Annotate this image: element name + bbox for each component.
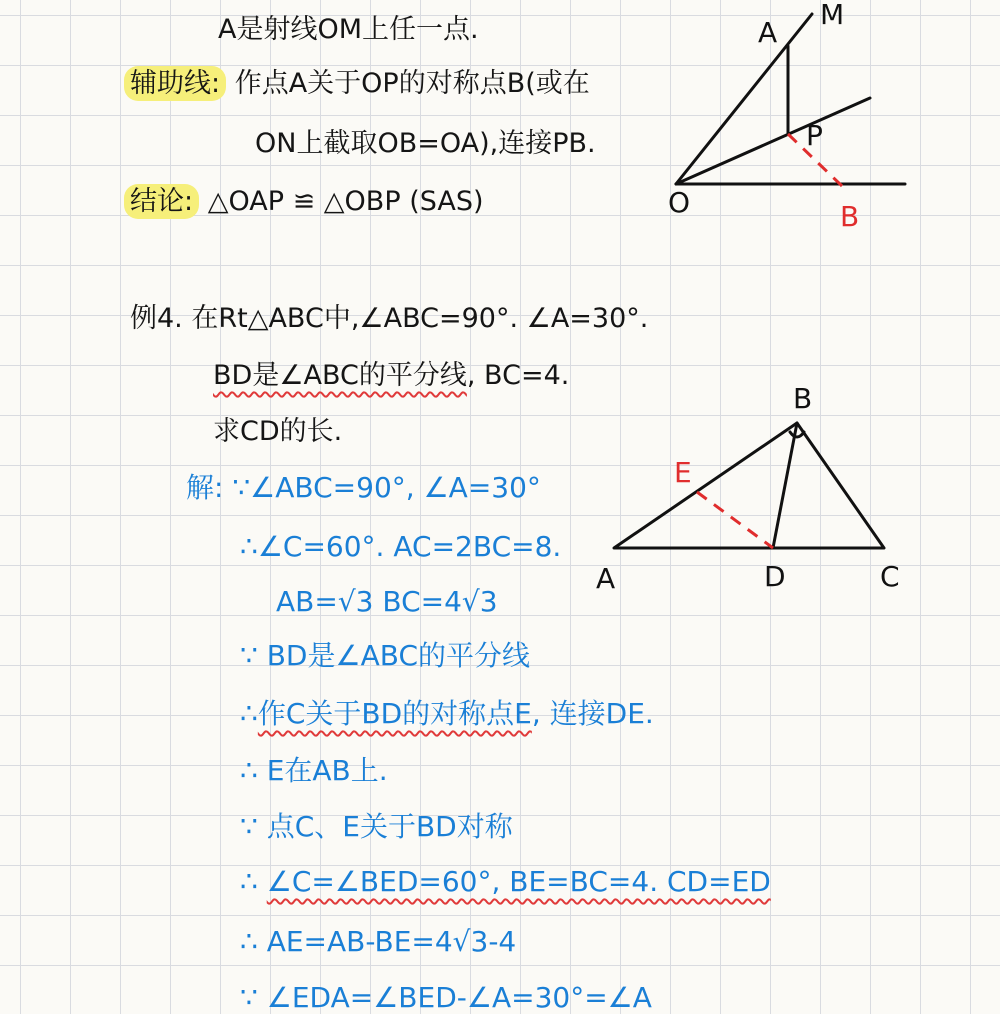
ray-description: A是射线OM上任一点. [218, 14, 479, 45]
example-title: 例4. 在Rt△ABC中,∠ABC=90°. ∠A=30°. [130, 303, 649, 334]
label-d: D [764, 560, 786, 593]
solution-line-9: ∴ AE=AB-BE=4√3-4 [240, 925, 517, 958]
construct-e: 作C关于BD的对称点E [257, 697, 532, 730]
solution-line-3: AB=√3 BC=4√3 [276, 585, 498, 618]
solution-line-2: ∴∠C=60°. AC=2BC=8. [240, 530, 562, 563]
bc-given: , BC=4. [466, 360, 570, 391]
aux-text-continued: ON上截取OB=OA),连接PB. [255, 128, 596, 159]
label-a2: A [596, 562, 616, 595]
label-b1: B [840, 200, 860, 233]
label-b2: B [793, 382, 813, 415]
segment-ed-dashed [697, 492, 773, 548]
aux-label: 辅助线: [124, 66, 226, 101]
label-e: E [674, 456, 692, 489]
solution-line-4: ∵ BD是∠ABC的平分线 [240, 639, 531, 672]
label-a1: A [758, 16, 778, 49]
solution-line-6: ∴ E在AB上. [240, 754, 388, 787]
therefore-mark-2: ∴ [240, 865, 267, 898]
therefore-mark: ∴ [240, 697, 258, 730]
label-m: M [820, 0, 845, 31]
solution-line-7: ∵ 点C、E关于BD对称 [240, 810, 513, 843]
solution-line-5 [240, 697, 654, 730]
connect-de: , 连接DE. [531, 697, 654, 730]
example-question: 求CD的长. [213, 416, 343, 447]
conclusion-label: 结论: [124, 184, 199, 219]
aux-text: 作点A关于OP的对称点B(或在 [234, 68, 590, 99]
segment-bd [773, 423, 797, 548]
label-o: O [668, 186, 691, 219]
bisector-given: BD是∠ABC的平分线 [213, 360, 467, 391]
angle-mark-b [790, 432, 804, 437]
solution-line-1: 解: ∵∠ABC=90°, ∠A=30° [186, 471, 541, 504]
conclusion-text: △OAP ≌ △OBP (SAS) [207, 186, 484, 217]
solution-line-10: ∵ ∠EDA=∠BED-∠A=30°=∠A [240, 981, 652, 1014]
label-c: C [880, 560, 900, 593]
label-p: P [806, 119, 823, 152]
equal-results: ∠C=∠BED=60°, BE=BC=4. CD=ED [266, 865, 771, 898]
solution-line-8 [240, 865, 771, 898]
